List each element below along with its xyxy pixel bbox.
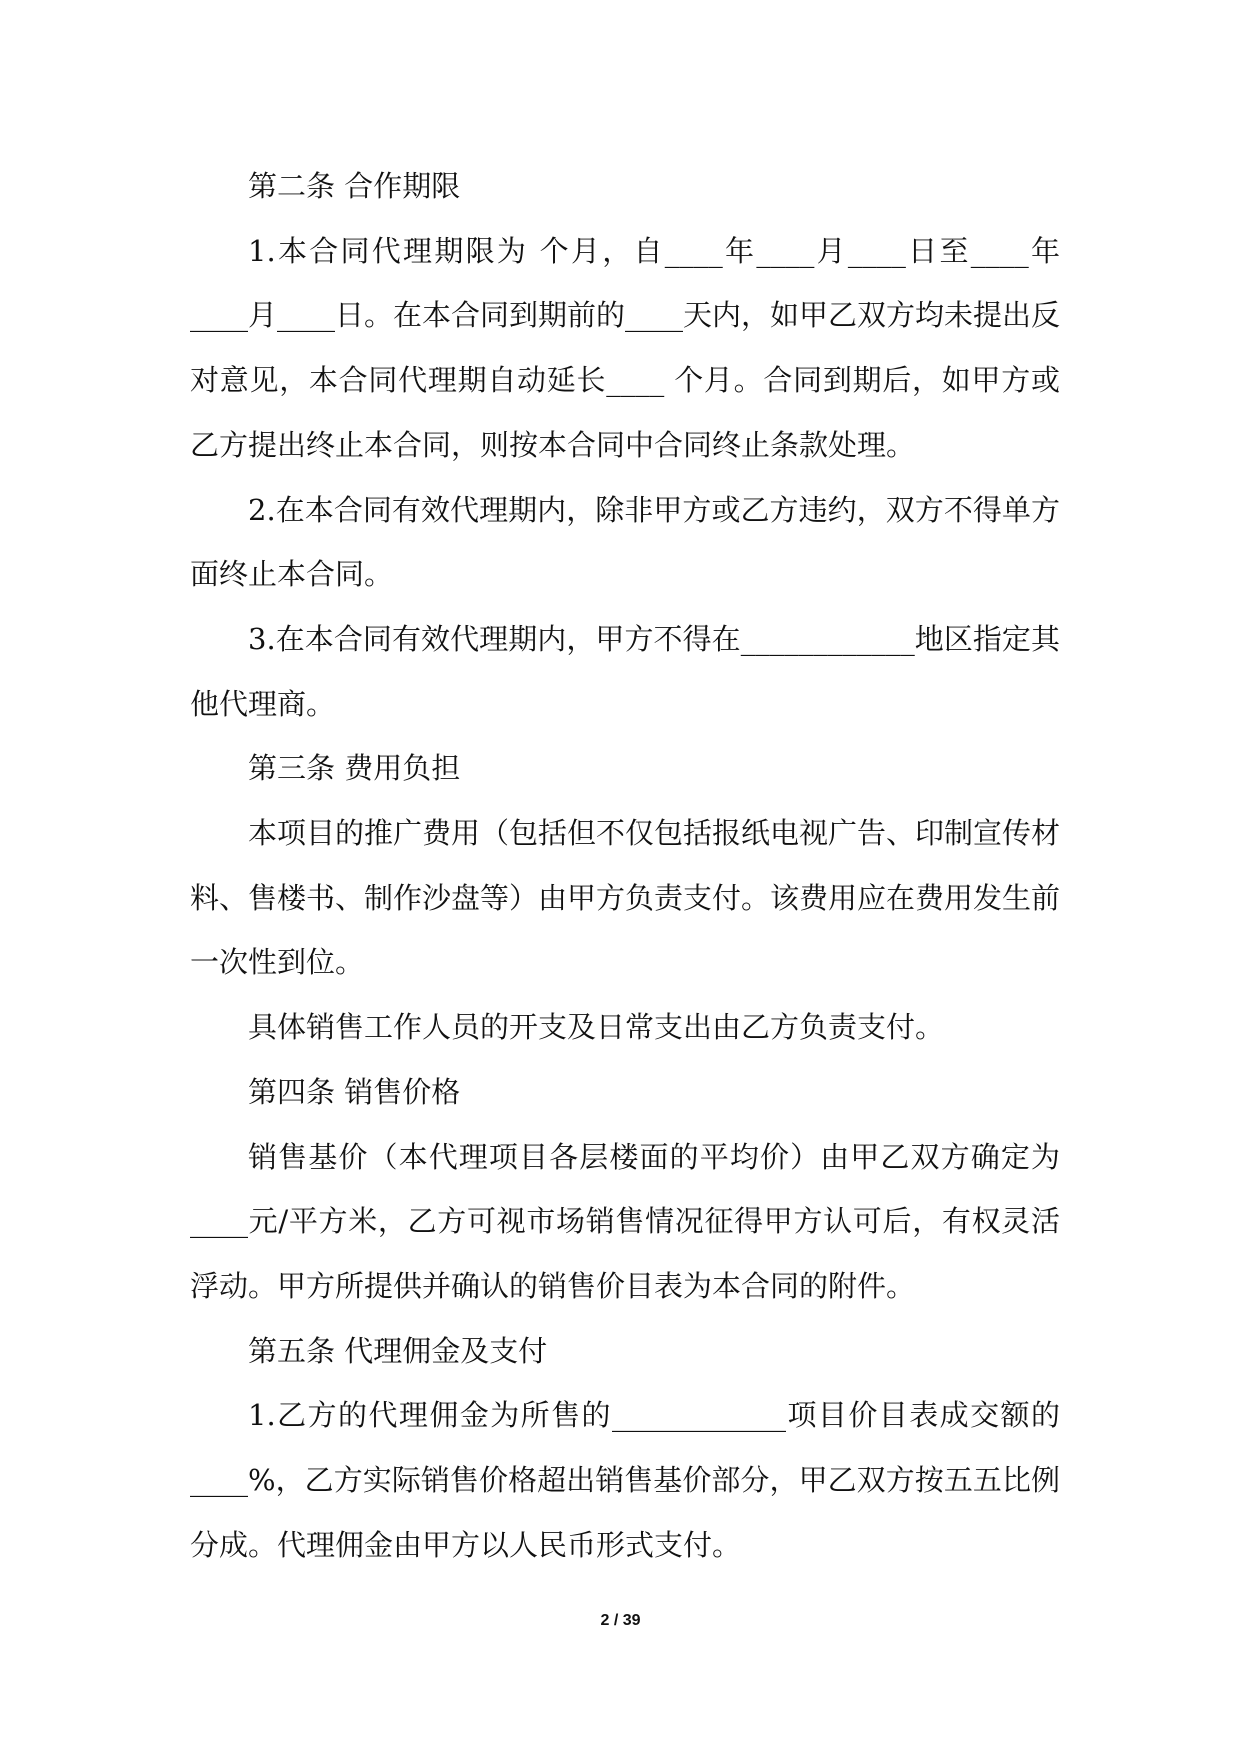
article-2-clause-3: 3.在本合同有效代理期内，甲方不得在____________地区指定其他代理商。 — [190, 621, 1060, 721]
article-4-paragraph-1: 销售基价（本代理项目各层楼面的平均价）由甲乙双方确定为____元/平方米，乙方可视市场销售情况征得甲方认可后，有权灵活浮动。甲方所提供并确认的销售价目表为本合同的附件。 — [190, 1139, 1060, 1303]
article-3-heading: 第三条 费用负担 — [248, 751, 461, 786]
page-number: 2 / 39 — [600, 1612, 641, 1629]
document-body — [190, 154, 1060, 1577]
article-2-heading: 第二条 合作期限 — [248, 169, 461, 203]
article-3-paragraph-2: 具体销售工作人员的开支及日常支出由乙方负责支付。 — [248, 1010, 945, 1045]
article-4-heading: 第四条 销售价格 — [248, 1074, 461, 1109]
article-3-paragraph-1: 本项目的推广费用（包括但不仅包括报纸电视广告、印制宣传材料、售楼书、制作沙盘等）由甲方负责支付。该费用应在费用发生前一次性到位。 — [190, 816, 1061, 980]
article-2-clause-2: 2.在本合同有效代理期内，除非甲方或乙方违约，双方不得单方面终止本合同。 — [190, 492, 1060, 592]
article-5-clause-1: 1.乙方的代理佣金为所售的____________项目价目表成交额的____%，乙方实际销售价格超出销售基价部分，甲乙双方按五五比例分成。代理佣金由甲方以人民币形式支付。 — [190, 1398, 1060, 1562]
article-2-clause-1: 1.本合同代理期限为 个月，自____年____月____日至____年____月____日。在本合同到期前的____天内，如甲乙双方均未提出反对意见，本合同代理期自动延长____ 个月。合同到期后，如甲方或乙方提出终止本合同，则按本合同中合同终止条款处理。 — [190, 233, 1061, 462]
article-5-heading: 第五条 代理佣金及支付 — [248, 1333, 548, 1368]
